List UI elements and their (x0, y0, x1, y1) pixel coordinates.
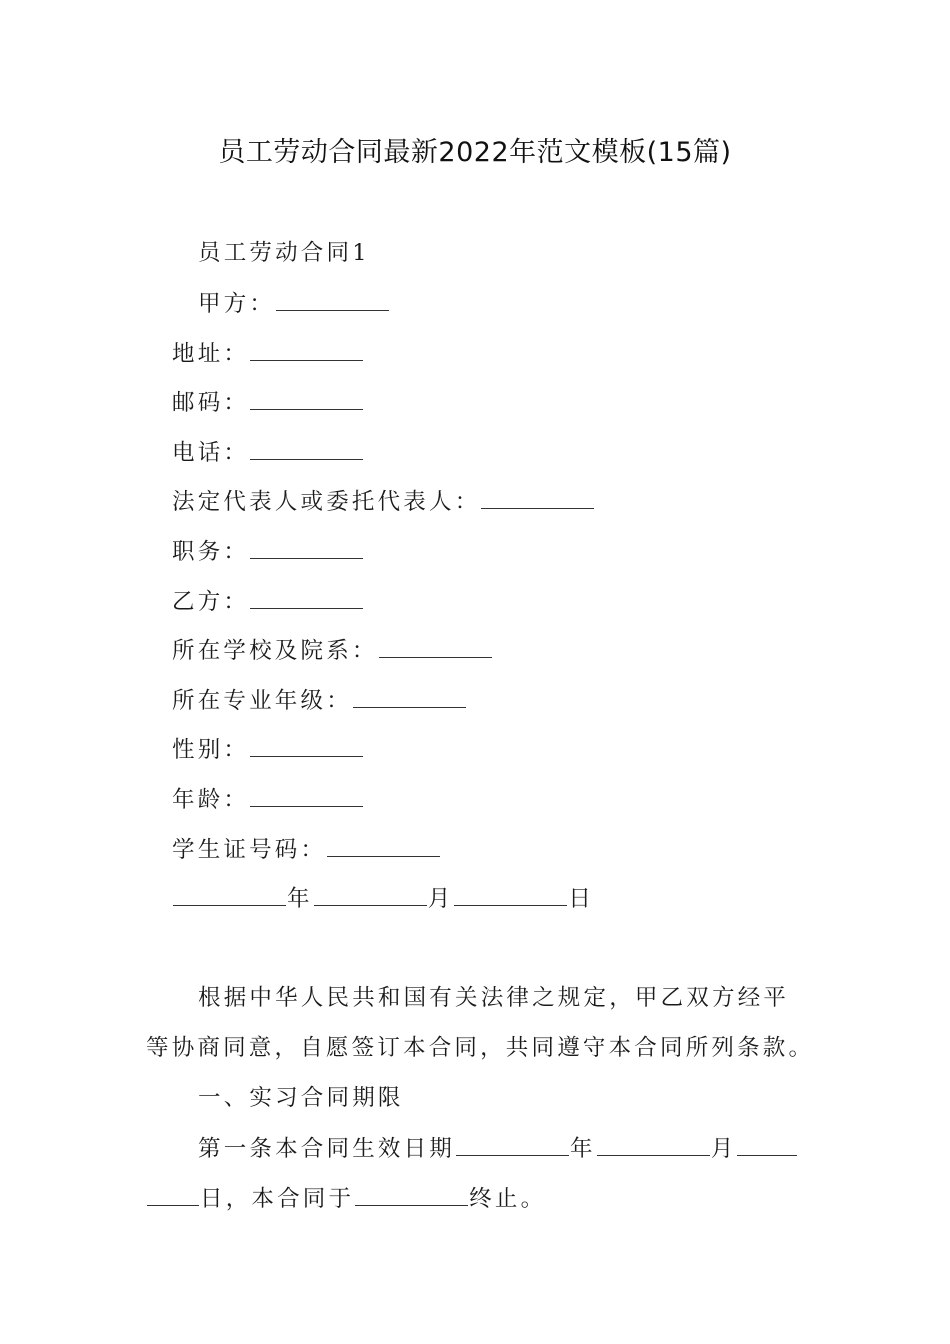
document-title: 员工劳动合同最新2022年范文模板(15篇) (218, 137, 732, 168)
date-month-label: 月 (427, 886, 454, 912)
phone-row (172, 437, 364, 468)
party-b-blank (250, 586, 363, 609)
article1-month-label: 月 (710, 1136, 737, 1162)
postcode-label: 邮码： (172, 390, 250, 416)
intro-paragraph-line2: 等协商同意，自愿签订本合同，共同遵守本合同所列条款。 (146, 1035, 815, 1061)
major-grade-blank (353, 685, 466, 708)
intro-paragraph-line1: 根据中华人民共和国有关法律之规定，甲乙双方经平 (198, 985, 790, 1011)
article1-text: 第一条本合同生效日期 (198, 1136, 456, 1162)
position-row (172, 536, 364, 567)
party-b-label: 乙方： (172, 589, 250, 615)
date-day-label: 日 (568, 886, 595, 912)
date-month-blank (314, 883, 427, 906)
position-label: 职务： (172, 539, 250, 565)
party-a-label: 甲方： (198, 291, 276, 317)
article1-end-text: 终止。 (469, 1186, 547, 1212)
postcode-blank (250, 387, 363, 410)
party-b-row (172, 586, 364, 617)
party-a-blank (276, 288, 389, 311)
article1-year-label: 年 (570, 1136, 596, 1162)
legal-rep-blank (481, 486, 594, 509)
age-blank (250, 784, 363, 807)
article1-line2 (146, 1183, 546, 1214)
phone-blank (250, 437, 363, 460)
article1-year-blank (456, 1133, 569, 1156)
section1-heading: 一、实习合同期限 (198, 1085, 404, 1111)
school-dept-blank (379, 635, 492, 658)
article1-day-blank-end (147, 1183, 199, 1206)
article1-day-blank-start (737, 1133, 797, 1156)
date-row (172, 883, 594, 914)
gender-label: 性别： (172, 737, 250, 763)
position-blank (250, 536, 363, 559)
school-dept-row (172, 635, 493, 666)
major-grade-label: 所在专业年级： (172, 688, 352, 714)
student-id-label: 学生证号码： (172, 837, 327, 863)
contract-heading: 员工劳动合同1 (198, 240, 370, 266)
legal-rep-row (172, 486, 595, 517)
legal-rep-label: 法定代表人或委托代表人： (172, 489, 481, 515)
date-year-label: 年 (287, 886, 313, 912)
date-day-blank (454, 883, 567, 906)
address-row (172, 338, 364, 369)
gender-blank (250, 734, 363, 757)
student-id-blank (327, 834, 440, 857)
address-blank (250, 338, 363, 361)
age-row (172, 784, 364, 815)
major-grade-row (172, 685, 467, 716)
age-label: 年龄： (172, 787, 250, 813)
gender-row (172, 734, 364, 765)
party-a-row (198, 288, 390, 319)
article1-line1 (198, 1133, 798, 1164)
address-label: 地址： (172, 341, 250, 367)
article1-day-text: 日，本合同于 (200, 1186, 355, 1212)
phone-label: 电话： (172, 440, 250, 466)
article1-month-blank (597, 1133, 710, 1156)
student-id-row (172, 834, 441, 865)
date-year-blank (173, 883, 286, 906)
article1-end-blank (355, 1183, 468, 1206)
school-dept-label: 所在学校及院系： (172, 638, 378, 664)
postcode-row (172, 387, 364, 418)
